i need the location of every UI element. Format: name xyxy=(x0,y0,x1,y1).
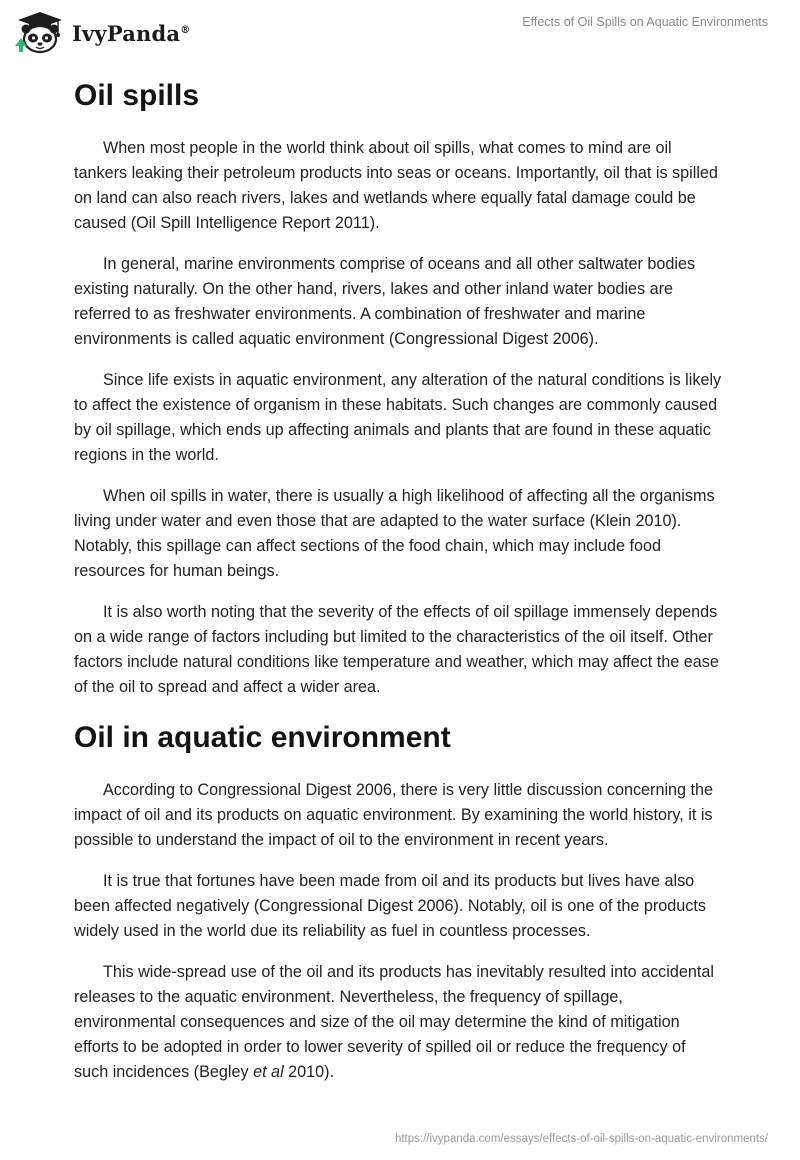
source-url[interactable]: https://ivypanda.com/essays/effects-of-oil-spills-on-aquatic-environments/ xyxy=(394,1133,768,1145)
paragraph: When most people in the world think about oil spills, what comes to mind are oil tankers leaking their petroleum products into seas or oceans. Importantly, oil that is spilled on land can also reach rivers, lakes and wetlands where equally fatal damage could be caused (Oil Spill Intelligence Report 2011). xyxy=(74,139,718,232)
paragraph: It is true that fortunes have been made from oil and its products but lives have also been affected negatively (Congressional Digest 2006). Notably, oil is one of the products widely used in the world due its reliability as fuel in countless processes. xyxy=(74,872,706,940)
paragraph: According to Congressional Digest 2006, there is very little discussion concerning the impact of oil and its products on aquatic environment. By examining the world history, it is possible to understand the impact of oil to the environment in recent years. xyxy=(74,781,714,849)
heading-oil-in-aquatic-environment: Oil in aquatic environment xyxy=(74,721,451,754)
article-body xyxy=(74,70,724,1101)
paragraph: When oil spills in water, there is usually a high likelihood of affecting all the organisms living under water and even those that are adapted to the water surface (Klein 2010). Notably, this spillage can affect sections of the food chain, which may include food resources for human beings. xyxy=(74,487,715,580)
panda-logo-icon xyxy=(14,10,66,54)
document-title: Effects of Oil Spills on Aquatic Environments xyxy=(522,15,768,29)
page-header xyxy=(0,0,800,70)
paragraph: This wide-spread use of the oil and its products has inevitably resulted into accidental releases to the aquatic environment. Nevertheless, the frequency of spillage, environmental consequences and size of the oil may determine the kind of mitigation efforts to be adopted in order to lower severity of spilled oil or reduce the frequency of such incidences (Begley et al 2010). xyxy=(74,963,714,1081)
paragraph: It is also worth noting that the severity of the effects of oil spillage immensely depends on a wide range of factors including but limited to the characteristics of the oil itself. Other factors include natural conditions like temperature and weather, which may affect the ease of the oil to spread and affect a wider area. xyxy=(74,603,719,696)
paragraph: Since life exists in aquatic environment, any alteration of the natural conditions is likely to affect the existence of organism in these habitats. Such changes are commonly caused by oil spillage, which ends up affecting animals and plants that are found in these aquatic regions in the world. xyxy=(74,371,722,464)
logo-text: IvyPanda® xyxy=(72,20,191,46)
logo[interactable] xyxy=(14,10,190,54)
heading-oil-spills: Oil spills xyxy=(74,79,200,112)
paragraph: In general, marine environments comprise of oceans and all other saltwater bodies existing naturally. On the other hand, rivers, lakes and other inland water bodies are referred to as freshwater environments. A combination of freshwater and marine environments is called aquatic environment (Congressional Digest 2006). xyxy=(74,255,696,348)
